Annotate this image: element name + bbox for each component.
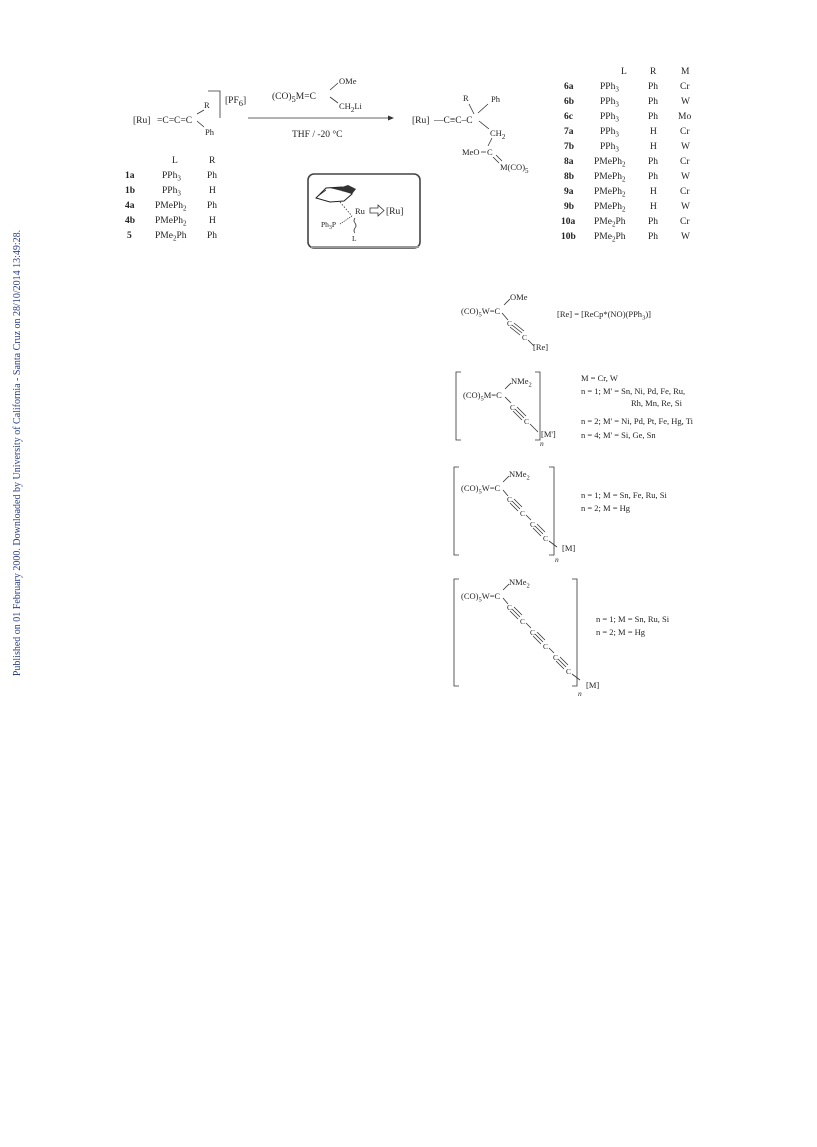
product-structure <box>412 93 529 175</box>
s2-end: [M'] <box>541 429 556 439</box>
substituent: Ph <box>648 172 659 182</box>
compound-id: 10a <box>561 217 576 227</box>
reactant-ph: Ph <box>205 127 214 137</box>
structure-triyne-complex <box>454 577 670 698</box>
s4-n: n <box>578 689 582 698</box>
s4-c4: C <box>543 642 549 651</box>
table-row <box>564 172 690 184</box>
table-row <box>125 186 216 198</box>
reactant-chain: =C=C=C <box>157 116 193 126</box>
table-row <box>564 142 690 154</box>
compound-id: 4a <box>125 201 135 211</box>
s3-note-1: n = 2; M = Hg <box>581 503 631 513</box>
product-ru: [Ru] <box>412 116 430 126</box>
metal: W <box>681 172 690 182</box>
ligand: PPh$_3$ <box>600 82 619 94</box>
s4-note-1: n = 2; M = Hg <box>596 627 646 637</box>
table-row <box>564 157 690 169</box>
ligand: PPh$_3$ <box>600 97 619 109</box>
substituent: Ph <box>207 231 218 241</box>
structure-aminocarbene-n <box>456 372 694 448</box>
substituent: H <box>650 187 657 197</box>
substituent: H <box>650 202 657 212</box>
product-ph: Ph <box>491 94 500 104</box>
product-mco: $M(CO)_5$ <box>500 162 529 175</box>
reagent-ch2li: $CH_2Li$ <box>339 101 362 114</box>
compound-id: 7b <box>564 142 575 152</box>
s4-c1: C <box>507 603 513 612</box>
compound-id: 6c <box>564 112 573 122</box>
s3-c4: C <box>543 534 549 543</box>
metal: Cr <box>680 217 690 227</box>
metal: Mo <box>678 112 692 122</box>
s4-metal: $(CO)_5W=C$ <box>461 591 501 604</box>
s3-end: [M] <box>562 543 576 553</box>
compound-id: 1a <box>125 171 135 181</box>
compound-id: 9a <box>564 187 574 197</box>
s2-metal: $(CO)_5M=C$ <box>463 390 502 403</box>
ligand: PPh$_3$ <box>162 186 181 198</box>
s2-note-1: n = 1; M' = Sn, Ni, Pd, Fe, Ru, <box>581 386 686 396</box>
left-table <box>125 156 217 243</box>
s3-note-0: n = 1; M = Sn, Fe, Ru, Si <box>581 490 667 500</box>
ligand: PMePh$_2$ <box>594 202 626 214</box>
metal: W <box>681 202 690 212</box>
reactant-allenylidene <box>133 91 246 137</box>
table-row <box>561 232 690 244</box>
ligand: PMePh$_2$ <box>155 201 187 213</box>
cation-bracket <box>208 91 220 118</box>
compound-id: 1b <box>125 186 136 196</box>
compound-id: 4b <box>125 216 136 226</box>
s1-end: [Re] <box>533 342 549 352</box>
table-row <box>564 97 690 109</box>
reaction-conditions: THF / -20 °C <box>292 130 343 140</box>
s4-nme2: NMe$_2$ <box>509 577 530 590</box>
compound-id: 5 <box>127 231 132 241</box>
compound-id: 6a <box>564 82 574 92</box>
s4-c6: C <box>566 667 572 676</box>
s2-note-3: n = 2; M' = Ni, Pd, Pt, Fe, Hg, Ti <box>581 416 693 426</box>
right-table-header-l: L <box>621 67 627 77</box>
ligand: PMe$_2$Ph <box>594 217 626 229</box>
left-table-header-l: L <box>172 156 178 166</box>
substituent: Ph <box>648 217 659 227</box>
table-row <box>125 201 217 213</box>
substituent: Ph <box>648 232 659 242</box>
reagent-formula: (CO)5M=C <box>272 92 316 104</box>
metal: W <box>681 232 690 242</box>
table-row <box>564 82 690 94</box>
metal: Cr <box>680 157 690 167</box>
ligand: PMe$_2$Ph <box>155 231 187 243</box>
right-table <box>561 67 691 244</box>
metal: W <box>681 97 690 107</box>
s3-metal: $(CO)_5W=C$ <box>461 483 501 496</box>
s2-note-0: M = Cr, W <box>581 373 618 383</box>
product-chain: —C≡C–C <box>434 116 473 126</box>
ligand: PMePh$_2$ <box>155 216 187 228</box>
table-row <box>564 202 690 214</box>
s4-c5: C <box>553 653 559 662</box>
s4-end: [M] <box>586 680 600 690</box>
compound-id: 6b <box>564 97 575 107</box>
s3-nme2: NMe$_2$ <box>509 469 530 482</box>
substituent: H <box>650 127 657 137</box>
s4-c2: C <box>520 617 526 626</box>
publication-notice: Published on 01 February 2000. Downloaded by University of California - Santa Cruz on 28/10/2014 13:49:28. <box>12 229 23 677</box>
compound-id: 8a <box>564 157 574 167</box>
substituent: Ph <box>648 157 659 167</box>
table-row <box>127 231 217 243</box>
table-row <box>561 217 690 229</box>
product-meo: MeO <box>462 147 480 157</box>
reactant-ru: [Ru] <box>133 116 151 126</box>
s1-ome: OMe <box>510 292 528 302</box>
ligand: PMePh$_2$ <box>594 157 626 169</box>
box-ph3p: $Ph_3P$ <box>321 220 337 231</box>
table-row <box>564 187 690 199</box>
table-row <box>125 171 217 183</box>
ligand: PPh$_3$ <box>600 112 619 124</box>
ruthenium-fragment-box <box>308 174 420 248</box>
counterion: [PF6] <box>225 96 247 108</box>
compound-id: 7a <box>564 127 574 137</box>
s2-n: n <box>540 439 544 448</box>
s1-note: [Re] = [ReCp*(NO)(PPh$_3$)] <box>557 309 651 322</box>
s1-c1: C <box>507 319 513 328</box>
metal: Cr <box>680 127 690 137</box>
substituent: Ph <box>648 112 659 122</box>
substituent: Ph <box>648 82 659 92</box>
s1-metal: $(CO)_5W=C$ <box>461 306 501 319</box>
s3-c3: C <box>530 520 536 529</box>
box-ru: Ru <box>355 206 365 216</box>
s3-c2: C <box>520 509 526 518</box>
s4-c3: C <box>530 628 536 637</box>
metal: Cr <box>680 187 690 197</box>
box-l: L <box>352 234 357 243</box>
compound-id: 10b <box>561 232 576 242</box>
box-ru-label: [Ru] <box>386 207 404 217</box>
table-row <box>564 112 691 124</box>
compound-id: 8b <box>564 172 575 182</box>
right-table-header-m: M <box>681 67 690 77</box>
ligand: PMePh$_2$ <box>594 187 626 199</box>
product-r: R <box>463 93 469 103</box>
reactant-r: R <box>204 100 210 110</box>
s2-c1: C <box>510 403 516 412</box>
reaction-arrow <box>248 116 394 121</box>
compound-id: 9b <box>564 202 575 212</box>
s4-note-0: n = 1; M = Sn, Ru, Si <box>596 614 670 624</box>
substituent: H <box>650 142 657 152</box>
s2-note-4: n = 4; M' = Si, Ge, Sn <box>581 430 656 440</box>
left-table-header-r: R <box>209 156 216 166</box>
substituent: Ph <box>207 201 218 211</box>
s2-c2: C <box>524 417 530 426</box>
metal: W <box>681 142 690 152</box>
ligand: PMePh$_2$ <box>594 172 626 184</box>
reagent-fischer-carbene <box>272 76 363 114</box>
structure-diyne-complex <box>454 467 668 564</box>
reagent-ome: OMe <box>339 76 357 86</box>
table-row <box>125 216 216 228</box>
substituent: H <box>209 216 216 226</box>
substituent: Ph <box>207 171 218 181</box>
table-row <box>564 127 690 139</box>
right-table-header-r: R <box>650 67 657 77</box>
product-ch2: $CH_2$ <box>490 128 506 141</box>
s2-note-2: Rh, Mn, Re, Si <box>631 398 683 408</box>
ligand: PPh$_3$ <box>162 171 181 183</box>
s3-n: n <box>555 555 559 564</box>
metal: Cr <box>680 82 690 92</box>
ligand: PPh$_3$ <box>600 142 619 154</box>
structure-re-complex <box>461 292 651 352</box>
ligand: PPh$_3$ <box>600 127 619 139</box>
s2-nme2: NMe$_2$ <box>511 376 532 389</box>
ligand: PMe$_2$Ph <box>594 232 626 244</box>
product-carbene-c: C <box>487 147 493 157</box>
s1-c2: C <box>522 333 528 342</box>
s3-c1: C <box>507 495 513 504</box>
substituent: Ph <box>648 97 659 107</box>
substituent: H <box>209 186 216 196</box>
